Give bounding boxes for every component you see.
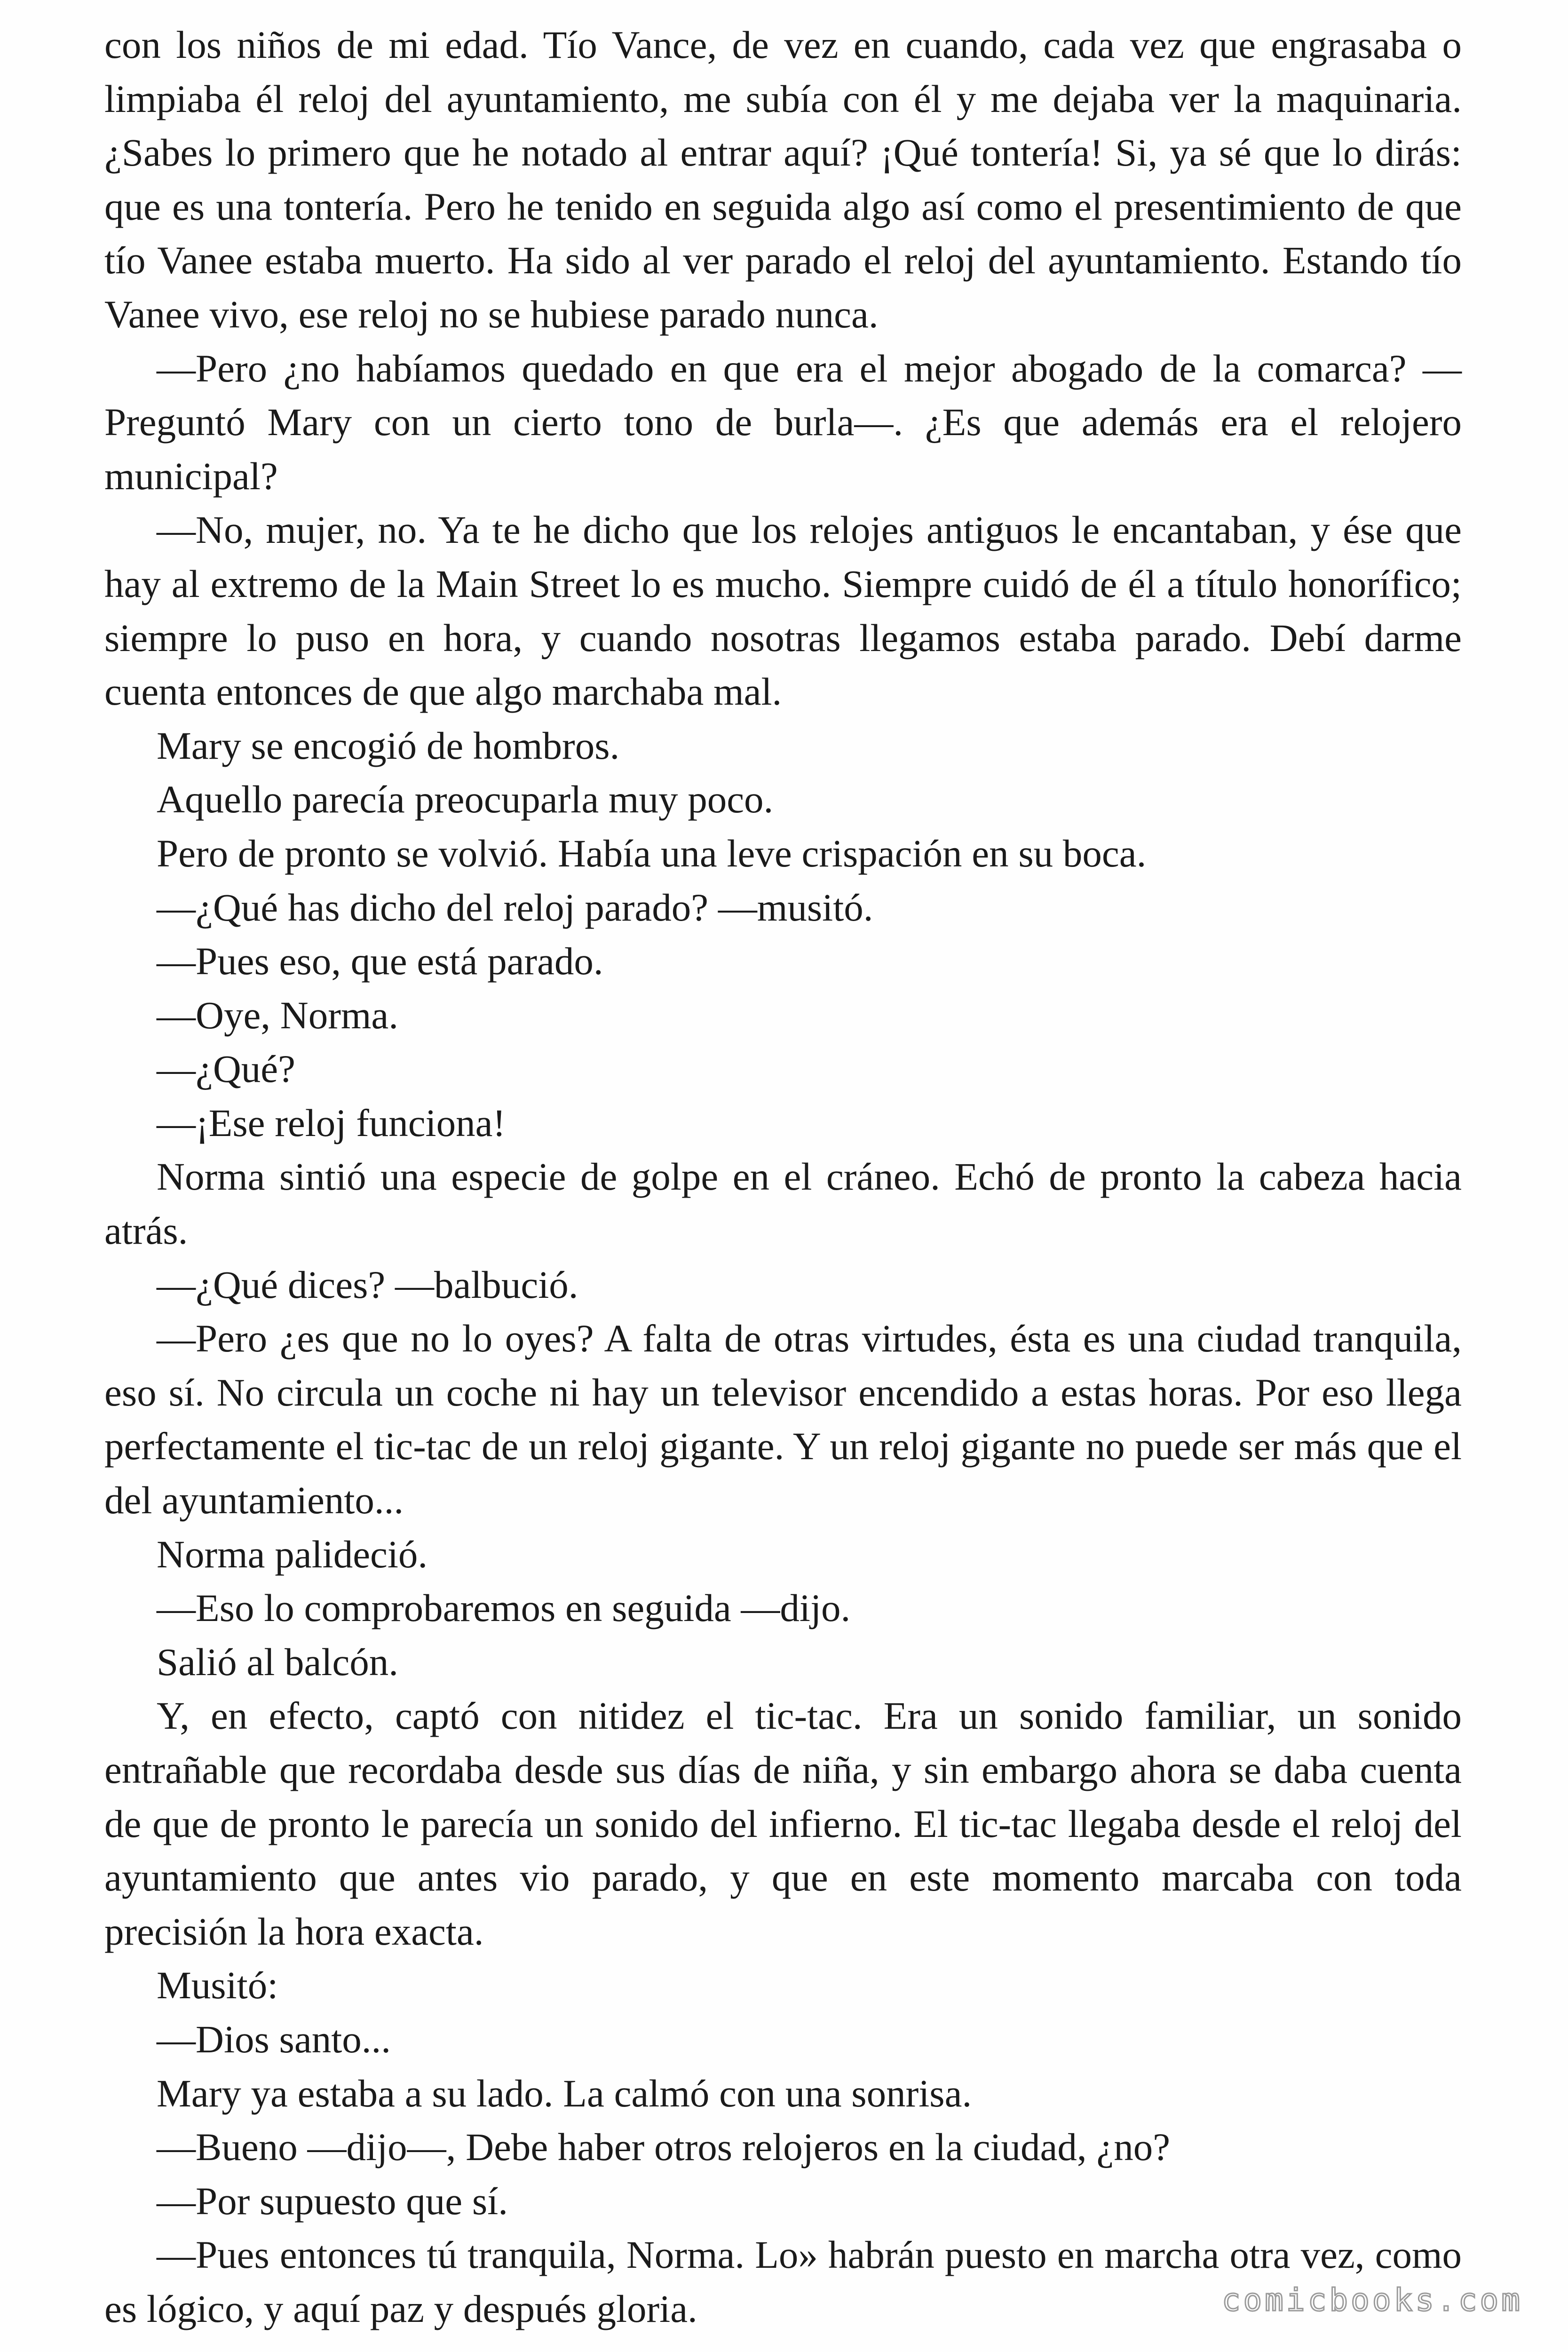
paragraph: Mary se encogió de hombros. (157, 723, 620, 767)
paragraph: Y, en efecto, captó con nitidez el tic-tac. Era un sonido familiar, un sonido entrañable que recordaba desde sus días de niña, y sin embargo ahora se daba cuenta de que de pronto le parecía un sonido del infierno. El tic-tac llegaba desde el reloj del ayuntamiento que antes vio parado, y que en este momento marcaba con toda precisión la hora exacta. (104, 1694, 1462, 1953)
paragraph: Musitó: (157, 1963, 278, 2007)
paragraph: Aquello parecía preocuparla muy poco. (157, 778, 774, 821)
paragraph: —¿Qué? (157, 1047, 295, 1091)
paragraph: —¿Qué has dicho del reloj parado? —musitó. (157, 885, 873, 929)
paragraph: Norma palideció. (157, 1532, 428, 1576)
paragraph: —Eso lo comprobaremos en seguida —dijo. (157, 1586, 851, 1630)
paragraph: —No, mujer, no. Ya te he dicho que los relojes antiguos le encantaban, y ése que hay al extremo de la Main Street lo es mucho. Siempre cuidó de él a título honorífico; siempre lo puso en hora, y cuando nosotras llegamos estaba parado. Debí darme cuenta entonces de que algo marchaba mal. (104, 508, 1462, 714)
paragraph: con los niños de mi edad. Tío Vance, de vez en cuando, cada vez que engrasaba o limpiaba él reloj del ayuntamiento, me subía con él y me dejaba ver la maquinaria. ¿Sabes lo primero que he notado al entrar aquí? ¡Qué tontería! Si, ya sé que lo dirás: que es una tontería. Pero he tenido en seguida algo así como el presentimiento de que tío Vanee estaba muerto. Ha sido al ver parado el reloj del ayuntamiento. Estando tío Vanee vivo, ese reloj no se hubiese parado nunca. (104, 23, 1462, 336)
paragraph: —Por supuesto que sí. (157, 2179, 508, 2223)
paragraph: —¿Qué dices? —balbució. (157, 1263, 578, 1306)
paragraph: —¡Ese reloj funciona! (157, 1101, 506, 1144)
paragraph: —Pues entonces tú tranquila, Norma. Lo» habrán puesto en marcha otra vez, como es lógico, y aquí paz y después gloria. (104, 2233, 1462, 2330)
paragraph: —Pero ¿no habíamos quedado en que era el mejor abogado de la comarca? —Preguntó Mary con un cierto tono de burla—. ¿Es que además era el relojero municipal? (104, 346, 1462, 498)
paragraph: —Pues eso, que está parado. (157, 939, 603, 983)
paragraph: Mary ya estaba a su lado. La calmó con una sonrisa. (157, 2071, 972, 2115)
paragraph: Norma sintió una especie de golpe en el cráneo. Echó de pronto la cabeza hacia atrás. (104, 1155, 1462, 1253)
paragraph: —Dios santo... (157, 2017, 391, 2061)
paragraph: —Oye, Norma. (157, 993, 399, 1037)
site-watermark: comicbooks.com (1221, 2282, 1523, 2318)
paragraph: —Pero ¿es que no lo oyes? A falta de otras virtudes, ésta es una ciudad tranquila, eso sí. No circula un coche ni hay un televisor encendido a estas horas. Por eso llega perfectamente el tic-tac de un reloj gigante. Y un reloj gigante no puede ser más que el del ayuntamiento... (104, 1317, 1462, 1522)
body-text (104, 18, 1462, 2336)
paragraph: Salió al balcón. (157, 1640, 399, 1684)
paragraph: —Bueno —dijo—, Debe haber otros relojeros en la ciudad, ¿no? (157, 2125, 1171, 2169)
paragraph: Pero de pronto se volvió. Había una leve crispación en su boca. (157, 831, 1147, 875)
